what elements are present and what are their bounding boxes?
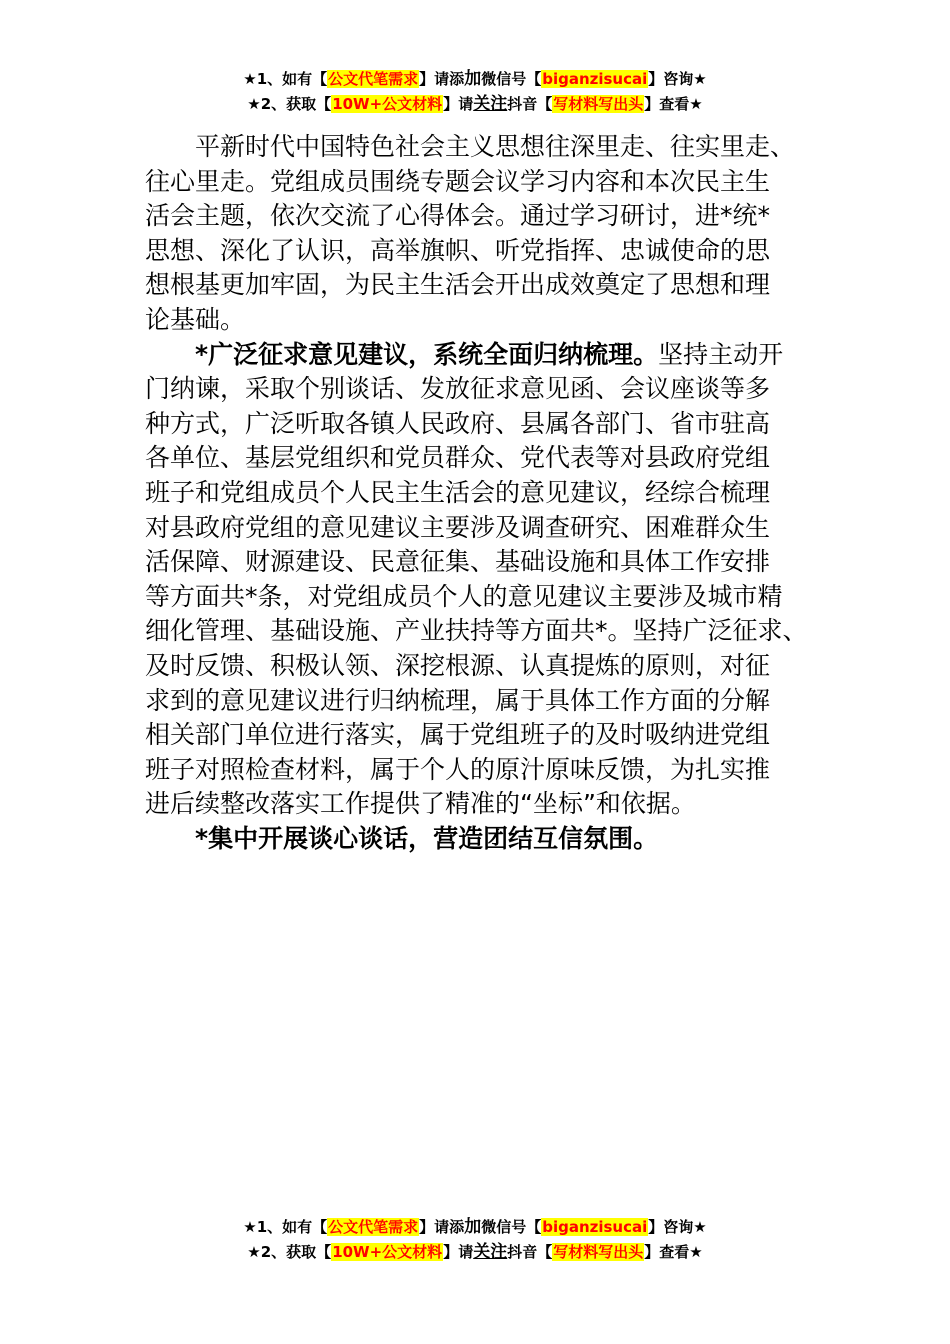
- footer-banner: [0, 1215, 950, 1265]
- text-line: 对县政府党组的意见建议主要涉及调查研究、困难群众生: [145, 512, 771, 542]
- text-line: 思想、深化了认识，高举旗帜、听党指挥、忠诚使命的思: [145, 235, 771, 265]
- banner-line-1: ★1、如有【公文代笔需求】请添加微信号【biganzisucai】咨询★: [243, 69, 707, 89]
- highlight-douyin: 写材料写出头: [553, 95, 644, 113]
- document-body: [145, 130, 810, 856]
- highlight-wechat-id: biganzisucai: [542, 1218, 648, 1236]
- highlight-materials: 10W+公文材料: [332, 1243, 443, 1261]
- text-line: 各单位、基层党组织和党员群众、党代表等对县政府党组: [145, 443, 771, 473]
- paragraph-heading: *集中开展谈心谈话，营造团结互信氛围。: [195, 823, 659, 853]
- text-line: 活会主题，依次交流了心得体会。通过学习研讨，进*统*: [145, 201, 771, 231]
- text-line: 相关部门单位进行落实，属于党组班子的及时吸纳进党组: [145, 720, 771, 750]
- text-line: 进后续整改落实工作提供了精准的“坐标”和依据。: [145, 789, 696, 819]
- highlight-douyin: 写材料写出头: [553, 1243, 644, 1261]
- text-line: 班子和党组成员个人民主生活会的意见建议，经综合梳理: [145, 477, 771, 507]
- text-line: 论基础。: [145, 304, 246, 334]
- highlight-ghostwriting: 公文代笔需求: [328, 70, 419, 88]
- text-line: 活保障、财源建设、民意征集、基础设施和具体工作安排: [145, 547, 771, 577]
- text-line: 班子对照检查材料，属于个人的原汁原味反馈，为扎实推: [145, 754, 771, 784]
- banner-line-1: ★1、如有【公文代笔需求】请添加微信号【biganzisucai】咨询★: [243, 1217, 707, 1237]
- text-line: 细化管理、基础设施、产业扶持等方面共*。坚持广泛征求、: [145, 616, 808, 646]
- text-line: 求到的意见建议进行归纳梳理，属于具体工作方面的分解: [145, 685, 771, 715]
- text-line: 等方面共*条，对党组成员个人的意见建议主要涉及城市精: [145, 581, 783, 611]
- paragraph-heading: *广泛征求意见建议，系统全面归纳梳理。坚持主动开: [195, 339, 784, 369]
- highlight-ghostwriting: 公文代笔需求: [328, 1218, 419, 1236]
- text-line: 想根基更加牢固，为民主生活会开出成效奠定了思想和理: [145, 270, 771, 300]
- header-banner: [0, 67, 950, 117]
- text-line: 往心里走。党组成员围绕专题会议学习内容和本次民主生: [145, 166, 771, 196]
- text-line: 及时反馈、积极认领、深挖根源、认真提炼的原则，对征: [145, 650, 771, 680]
- text-line: 平新时代中国特色社会主义思想往深里走、往实里走、: [195, 132, 796, 161]
- banner-line-2: ★2、获取【10W+公文材料】请关注抖音【写材料写出头】查看★: [247, 94, 703, 114]
- text-line: 门纳谏，采取个别谈话、发放征求意见函、会议座谈等多: [145, 374, 771, 404]
- highlight-materials: 10W+公文材料: [332, 95, 443, 113]
- highlight-wechat-id: biganzisucai: [542, 70, 648, 88]
- banner-line-2: ★2、获取【10W+公文材料】请关注抖音【写材料写出头】查看★: [247, 1242, 703, 1262]
- text-line: 种方式，广泛听取各镇人民政府、县属各部门、省市驻高: [145, 408, 771, 438]
